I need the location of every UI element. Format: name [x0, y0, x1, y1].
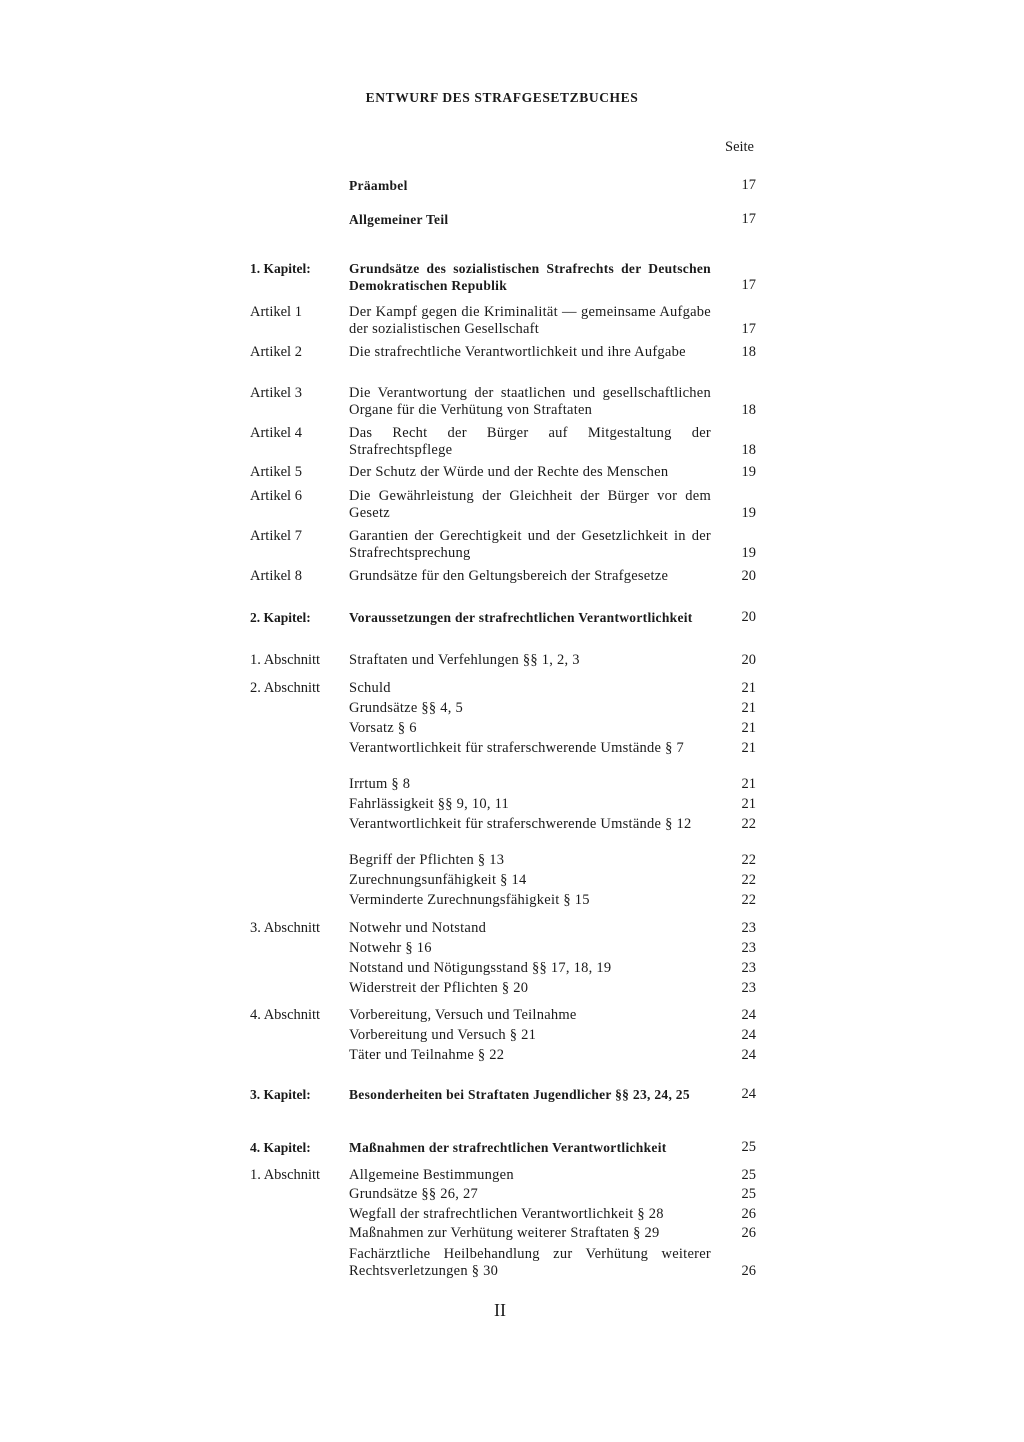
toc-subentry: [349, 892, 756, 909]
entry-label: 1. Abschnitt: [250, 652, 321, 668]
entry-page: 21: [741, 776, 756, 792]
toc-section: [250, 1167, 756, 1184]
entry-title: Allgemeiner Teil: [349, 212, 449, 227]
entry-title: Vorsatz § 6: [349, 720, 417, 736]
entry-title: Fachärztliche Heilbehandlung zur Verhütung weiterer Rechtsverletzungen § 30: [349, 1246, 711, 1279]
entry-title: Grundsätze §§ 4, 5: [349, 700, 464, 716]
entry-title: Notwehr § 16: [349, 940, 432, 956]
document-title: ENTWURF DES STRAFGESETZBUCHES: [365, 90, 639, 105]
entry-page: 23: [741, 960, 756, 976]
entry-label: 4. Abschnitt: [250, 1007, 321, 1023]
entry-title: Begriff der Pflichten § 13: [349, 852, 505, 868]
entry-page: 25: [741, 1139, 756, 1155]
entry-title: Grundsätze §§ 26, 27: [349, 1186, 479, 1202]
entry-label: Artikel 1: [250, 304, 302, 320]
entry-page: 18: [741, 442, 756, 458]
entry-page: 17: [741, 211, 756, 227]
entry-page: 17: [741, 177, 756, 193]
toc-subentry: [349, 776, 756, 793]
entry-page: 22: [741, 852, 756, 868]
entry-title: Die Verantwortung der staatlichen und gesellschaftlichen Organe für die Verhütung von Straftaten: [349, 385, 711, 418]
entry-title: Verantwortlichkeit für straferschwerende Umstände § 12: [349, 816, 692, 832]
toc-article-2: [250, 344, 756, 361]
entry-page: 17: [741, 277, 756, 293]
entry-page: 25: [741, 1167, 756, 1183]
toc-article-4: [250, 425, 756, 459]
entry-title: Der Schutz der Würde und der Rechte des Menschen: [349, 464, 669, 480]
entry-page: 22: [741, 872, 756, 888]
toc-article-8: [250, 568, 756, 585]
toc-chapter-4: [250, 1139, 756, 1156]
entry-title: Garantien der Gerechtigkeit und der Gesetzlichkeit in der Strafrechtsprechung: [349, 528, 711, 561]
entry-page: 21: [741, 740, 756, 756]
entry-label: Artikel 4: [250, 425, 302, 441]
toc-article-7: [250, 528, 756, 562]
entry-title: Grundsätze für den Geltungsbereich der Strafgesetze: [349, 568, 669, 584]
toc-section: [250, 680, 756, 697]
entry-page: 26: [741, 1206, 756, 1222]
entry-title: Das Recht der Bürger auf Mitgestaltung der Strafrechtspflege: [349, 425, 711, 458]
entry-label: Artikel 5: [250, 464, 302, 480]
toc-article-3: [250, 385, 756, 419]
toc-article-1: [250, 304, 756, 338]
entry-label: 1. Kapitel:: [250, 261, 311, 276]
toc-chapter-2: [250, 609, 756, 626]
entry-title: Widerstreit der Pflichten § 20: [349, 980, 529, 996]
entry-page: 21: [741, 700, 756, 716]
page-column-header: Seite: [725, 139, 754, 155]
entry-label: Artikel 3: [250, 385, 302, 401]
toc-subentry: [349, 796, 756, 813]
toc-article-6: [250, 488, 756, 522]
entry-page: 21: [741, 680, 756, 696]
page-number: II: [494, 1300, 506, 1320]
entry-title: Die strafrechtliche Verantwortlichkeit und ihre Aufgabe: [349, 344, 686, 360]
toc-subentry: [349, 1246, 756, 1280]
entry-page: 23: [741, 980, 756, 996]
entry-page: 24: [741, 1007, 756, 1023]
entry-page: 19: [741, 545, 756, 561]
entry-title: Voraussetzungen der strafrechtlichen Verantwortlichkeit: [349, 610, 693, 625]
entry-label: 3. Abschnitt: [250, 920, 321, 936]
toc-subentry: [349, 1027, 756, 1044]
entry-title: Grundsätze des sozialistischen Strafrechts der Deutschen Demokratischen Republik: [349, 261, 711, 293]
entry-page: 22: [741, 892, 756, 908]
entry-page: 25: [741, 1186, 756, 1202]
toc-entry-allgemeiner-teil: [250, 211, 756, 228]
entry-label: 2. Kapitel:: [250, 610, 311, 625]
entry-label: Artikel 7: [250, 528, 302, 544]
toc-chapter-1: [250, 260, 756, 294]
entry-label: 4. Kapitel:: [250, 1140, 311, 1155]
toc-section: [250, 920, 756, 937]
entry-page: 23: [741, 920, 756, 936]
toc-article-5: [250, 464, 756, 481]
entry-page: 18: [741, 402, 756, 418]
toc-section: [250, 652, 756, 669]
entry-title: Notwehr und Notstand: [349, 920, 487, 936]
toc-subentry: [349, 960, 756, 977]
toc-subentry: [349, 1206, 756, 1223]
toc-subentry: [349, 700, 756, 717]
entry-title: Schuld: [349, 680, 391, 696]
entry-title: Vorbereitung und Versuch § 21: [349, 1027, 537, 1043]
entry-page: 19: [741, 464, 756, 480]
entry-title: Verantwortlichkeit für straferschwerende Umstände § 7: [349, 740, 684, 756]
entry-page: 17: [741, 321, 756, 337]
toc-subentry: [349, 1047, 756, 1064]
entry-page: 24: [741, 1027, 756, 1043]
toc-subentry: [349, 1225, 756, 1242]
entry-label: Artikel 2: [250, 344, 302, 360]
entry-page: 24: [741, 1086, 756, 1102]
entry-title: Irrtum § 8: [349, 776, 411, 792]
toc-subentry: [349, 940, 756, 957]
entry-page: 19: [741, 505, 756, 521]
toc-section: [250, 1007, 756, 1024]
toc-subentry: [349, 1186, 756, 1203]
entry-page: 20: [741, 652, 756, 668]
toc-subentry: [349, 852, 756, 869]
entry-page: 21: [741, 720, 756, 736]
entry-title: Maßnahmen zur Verhütung weiterer Straftaten § 29: [349, 1225, 660, 1241]
toc-subentry: [349, 720, 756, 737]
entry-page: 22: [741, 816, 756, 832]
entry-title: Notstand und Nötigungsstand §§ 17, 18, 19: [349, 960, 612, 976]
entry-title: Täter und Teilnahme § 22: [349, 1047, 505, 1063]
entry-label: Artikel 8: [250, 568, 302, 584]
toc-chapter-3: [250, 1086, 756, 1103]
entry-title: Maßnahmen der strafrechtlichen Verantwortlichkeit: [349, 1140, 667, 1155]
entry-title: Straftaten und Verfehlungen §§ 1, 2, 3: [349, 652, 580, 668]
entry-page: 24: [741, 1047, 756, 1063]
entry-title: Präambel: [349, 178, 408, 193]
entry-label: 1. Abschnitt: [250, 1167, 321, 1183]
toc-subentry: [349, 740, 756, 757]
toc-subentry: [349, 872, 756, 889]
entry-title: Allgemeine Bestimmungen: [349, 1167, 514, 1183]
entry-label: Artikel 6: [250, 488, 302, 504]
entry-title: Zurechnungsunfähigkeit § 14: [349, 872, 527, 888]
entry-title: Die Gewährleistung der Gleichheit der Bürger vor dem Gesetz: [349, 488, 711, 521]
entry-title: Besonderheiten bei Straftaten Jugendlicher §§ 23, 24, 25: [349, 1087, 690, 1102]
entry-title: Fahrlässigkeit §§ 9, 10, 11: [349, 796, 510, 812]
entry-label: 2. Abschnitt: [250, 680, 321, 696]
entry-page: 20: [741, 609, 756, 625]
toc-entry-praeambel: [250, 177, 756, 194]
entry-title: Der Kampf gegen die Kriminalität — gemeinsame Aufgabe der sozialistischen Gesellschaft: [349, 304, 711, 337]
toc-subentry: [349, 816, 756, 833]
entry-label: 3. Kapitel:: [250, 1087, 311, 1102]
entry-title: Vorbereitung, Versuch und Teilnahme: [349, 1007, 577, 1023]
entry-page: 23: [741, 940, 756, 956]
entry-page: 18: [741, 344, 756, 360]
entry-page: 26: [741, 1225, 756, 1241]
entry-title: Wegfall der strafrechtlichen Verantwortlichkeit § 28: [349, 1206, 664, 1222]
entry-page: 20: [741, 568, 756, 584]
entry-page: 21: [741, 796, 756, 812]
entry-page: 26: [741, 1263, 756, 1279]
entry-title: Verminderte Zurechnungsfähigkeit § 15: [349, 892, 590, 908]
toc-subentry: [349, 980, 756, 997]
